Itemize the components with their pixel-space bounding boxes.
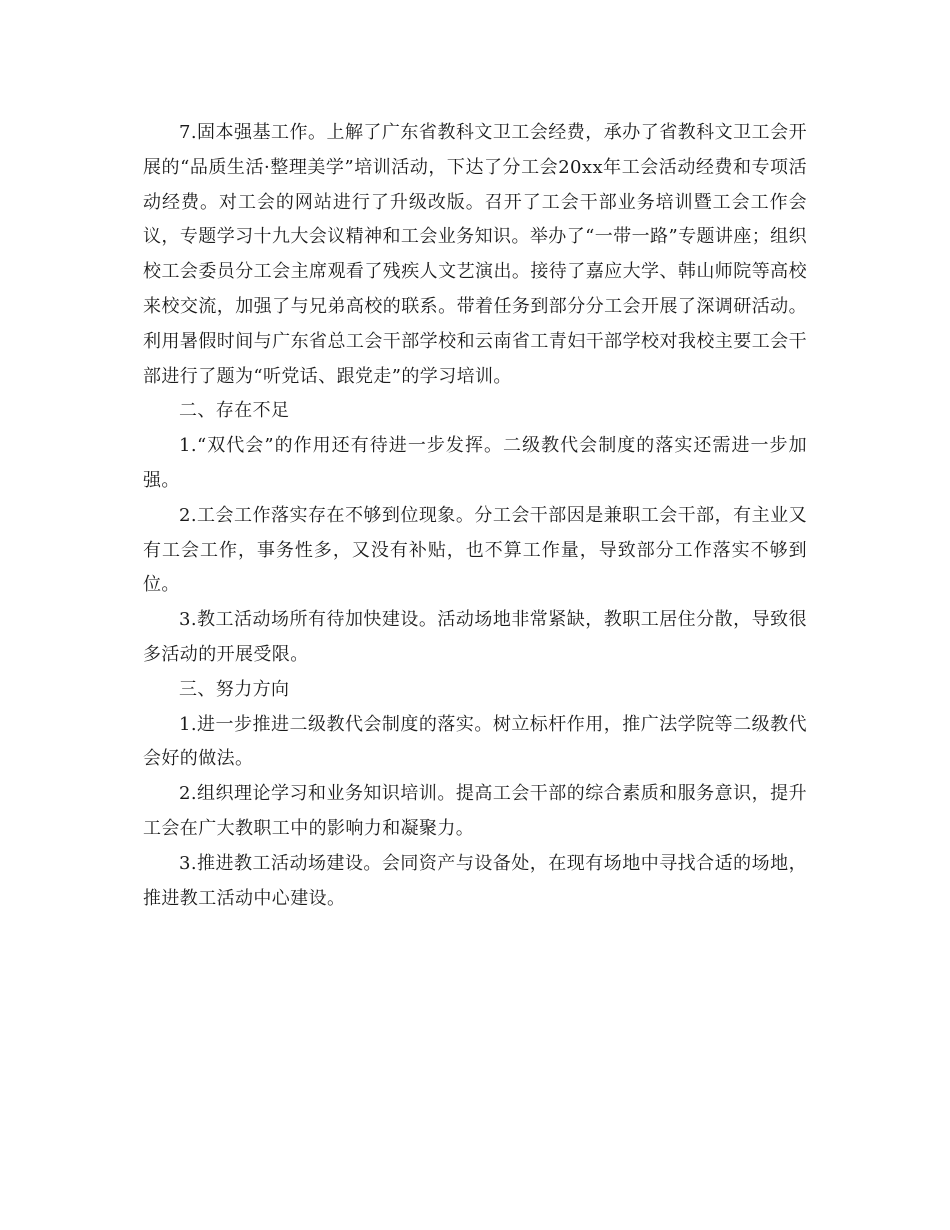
paragraph-shortcoming-3: 3.教工活动场所有待加快建设。活动场地非常紧缺，教职工居住分散，导致很多活动的开展受限。 — [143, 609, 807, 665]
paragraph-shortcoming-2: 2.工会工作落实存在不够到位现象。分工会干部因是兼职工会干部，有主业又有工会工作，事务性多，又没有补贴，也不算工作量，导致部分工作落实不够到位。 — [143, 504, 807, 596]
paragraph-direction-1: 1.进一步推进二级教代会制度的落实。树立标杆作用，推广法学院等二级教代会好的做法。 — [143, 713, 807, 770]
paragraph-direction-3: 3.推进教工活动场建设。会同资产与设备处，在现有场地中寻找合适的场地，推进教工活动中心建设。 — [143, 852, 807, 909]
section-heading-shortcomings: 二、存在不足 — [179, 400, 290, 422]
paragraph-direction-2: 2.组织理论学习和业务知识培训。提高工会干部的综合素质和服务意识，提升工会在广大教职工中的影响力和凝聚力。 — [143, 783, 807, 839]
paragraph-consolidation-work: 7.固本强基工作。上解了广东省教科文卫工会经费，承办了省教科文卫工会开展的“品质生活·整理美学”培训活动，下达了分工会20xx年工会活动经费和专项活动经费。对工会的网站进行了升级改版。召开了工会干部业务培训暨工会工作会议，专题学习十九大会议精神和工会业务知识。举办了“一带一路”专题讲座；组织校工会委员分工会主席观看了残疾人文艺演出。接待了嘉应大学、韩山师院等高校来校交流，加强了与兄弟高校的联系。带着任务到部分分工会开展了深调研活动。利用暑假时间与广东省总工会干部学校和云南省工青妇干部学校对我校主要工会干部进行了题为“听党话、跟党走”的学习培训。 — [143, 122, 807, 387]
paragraph-shortcoming-1: 1.“双代会”的作用还有待进一步发挥。二级教代会制度的落实还需进一步加强。 — [143, 435, 807, 491]
document-body — [143, 116, 807, 916]
section-heading-directions: 三、努力方向 — [179, 678, 290, 700]
